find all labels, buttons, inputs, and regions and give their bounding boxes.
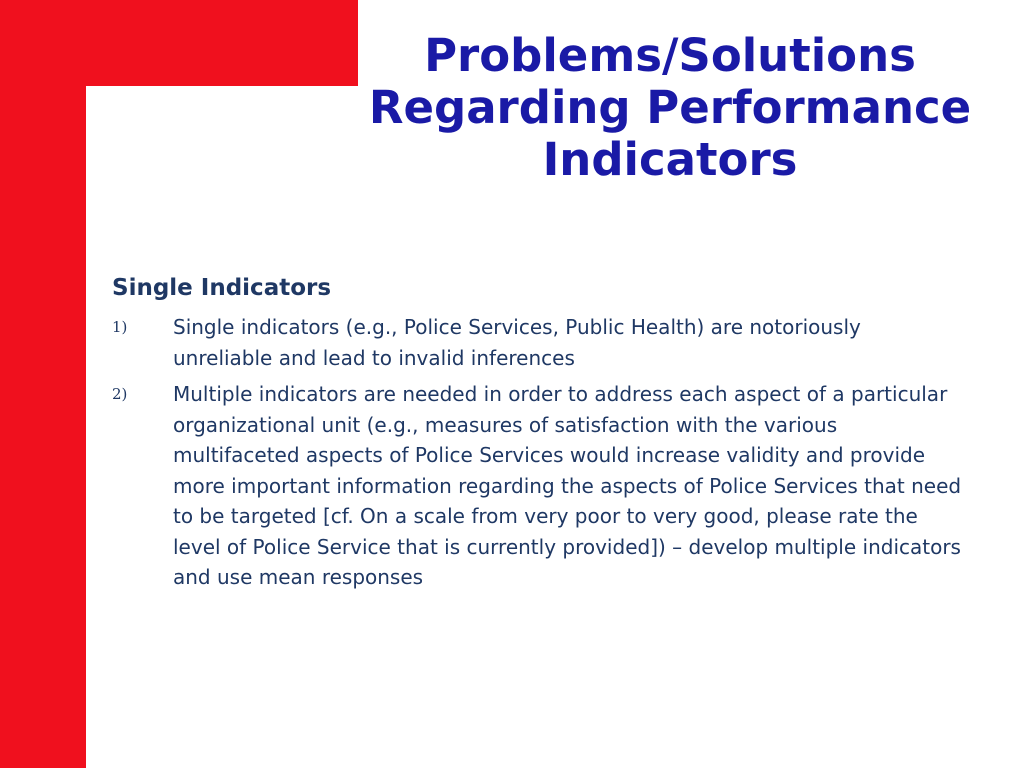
list-item-number: 1): [112, 318, 128, 336]
title-line-3: Indicators: [542, 133, 798, 186]
content-corner-curve: [86, 86, 166, 166]
list-item-text: Single indicators (e.g., Police Services, Public Health) are notoriously unreliable and lead to invalid inferences: [173, 315, 861, 370]
title-line-1: Problems/Solutions: [424, 29, 916, 82]
list-item-2: [112, 379, 962, 593]
list-item-number: 2): [112, 385, 128, 403]
numbered-list: [112, 312, 962, 599]
list-item-text: Multiple indicators are needed in order to address each aspect of a particular organizational unit (e.g., measures of satisfaction with the various multifaceted aspects of Police Services would increase validity and provide more important information regarding the aspects of Police Services that need to be targeted [cf. On a scale from very poor to very good, please rate the level of Police Service that is currently provided]) – develop multiple indicators and use mean responses: [173, 382, 962, 589]
title-line-2: Regarding Performance: [368, 81, 972, 134]
red-top-band: [0, 0, 358, 86]
slide-title: [358, 30, 982, 186]
list-item-1: [112, 312, 962, 373]
red-sidebar-band: [0, 0, 86, 768]
section-heading: Single Indicators: [112, 275, 332, 301]
